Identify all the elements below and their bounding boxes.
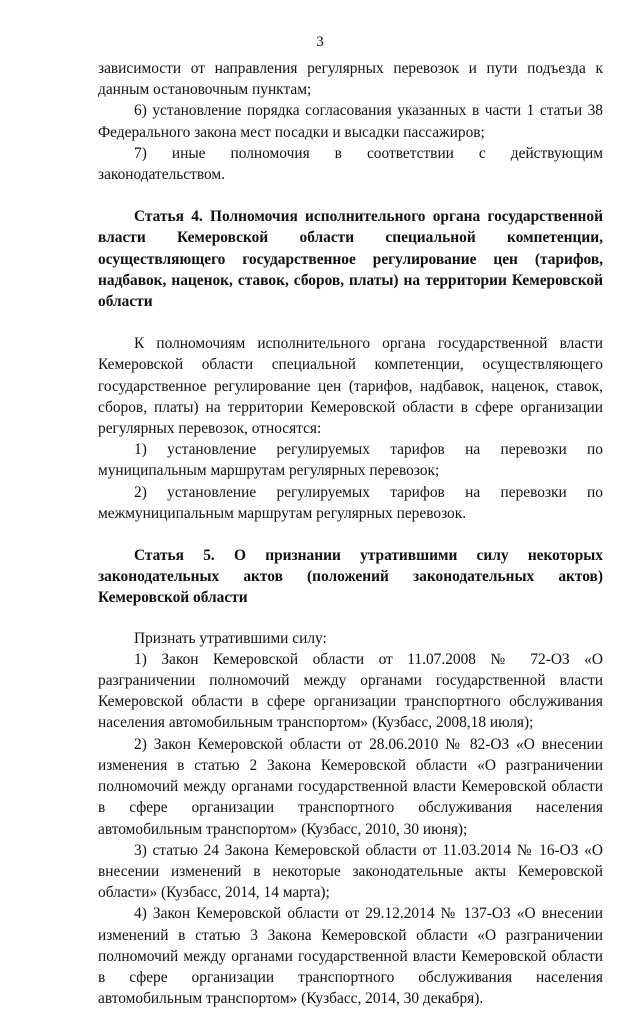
article-5-heading: Статья 5. О признании утратившими силу некоторых законодательных актов (положений законодательных актов) Кемеровской области	[98, 547, 603, 607]
article-5-item-3: 3) статью 24 Закона Кемеровской области от 11.03.2014 № 16-ОЗ «О внесении изменений в некоторые законодательные акты Кемеровской области» (Кузбасс, 2014, 14 марта);	[98, 841, 603, 902]
article-5-item-2: 2) Закон Кемеровской области от 28.06.2010 № 82-ОЗ «О внесении изменения в статью 2 Закона Кемеровской области «О разграничении полномочий между органами государственной власти Кемеровской области в сфере организации транспортного обслуживания населения автомобильным транспортом» (Кузбасс, 2010, 30 июня);	[98, 735, 603, 838]
article-4-item-2: 2) установление регулируемых тарифов на перевозки по межмуниципальным маршрутам регулярных перевозок.	[98, 483, 603, 522]
article-5-item-1: 1) Закон Кемеровской области от 11.07.2008 № 72-ОЗ «О разграничении полномочий между органами государственной власти Кемеровской области в сфере организации транспортного обслуживания населения автомобильным транспортом» (Кузбасс, 2008,18 июля);	[98, 650, 603, 732]
page-number: 3	[316, 34, 324, 50]
paragraph-continuation: зависимости от направления регулярных перевозок и пути подъезда к данным остановочным пунктам;	[98, 60, 603, 99]
article-5-intro: Признать утратившими силу:	[134, 629, 327, 647]
article-5-item-4: 4) Закон Кемеровской области от 29.12.2014 № 137-ОЗ «О внесении изменений в статью 3 Закона Кемеровской области «О разграничении полномочий между органами государственной власти Кемеровской области в сфере организации транспортного обслуживания населения автомобильным транспортом» (Кузбасс, 2014, 30 декабря).	[98, 905, 603, 1008]
list-item-7: 7) иные полномочия в соответствии с действующим законодательством.	[98, 144, 603, 184]
list-item-6: 6) установление порядка согласования указанных в части 1 статьи 38 Федерального закона мест посадки и высадки пассажиров;	[98, 102, 603, 141]
document-body	[98, 58, 603, 1009]
article-4-heading: Статья 4. Полномочия исполнительного органа государственной власти Кемеровской области специальной компетенции, осуществляющего государственное регулирование цен (тарифов, надбавок, наценок, ставок, сборов, платы) на территории Кемеровской области	[98, 208, 603, 311]
article-4-item-1: 1) установление регулируемых тарифов на перевозки по муниципальным маршрутам регулярных перевозок;	[98, 441, 603, 480]
article-4-intro: К полномочиям исполнительного органа государственной власти Кемеровской области специальной компетенции, осуществляющего государственное регулирование цен (тарифов, надбавок, наценок, ставок, сборов, платы) на территории Кемеровской области в сфере организации регулярных перевозок, относятся:	[98, 335, 603, 438]
